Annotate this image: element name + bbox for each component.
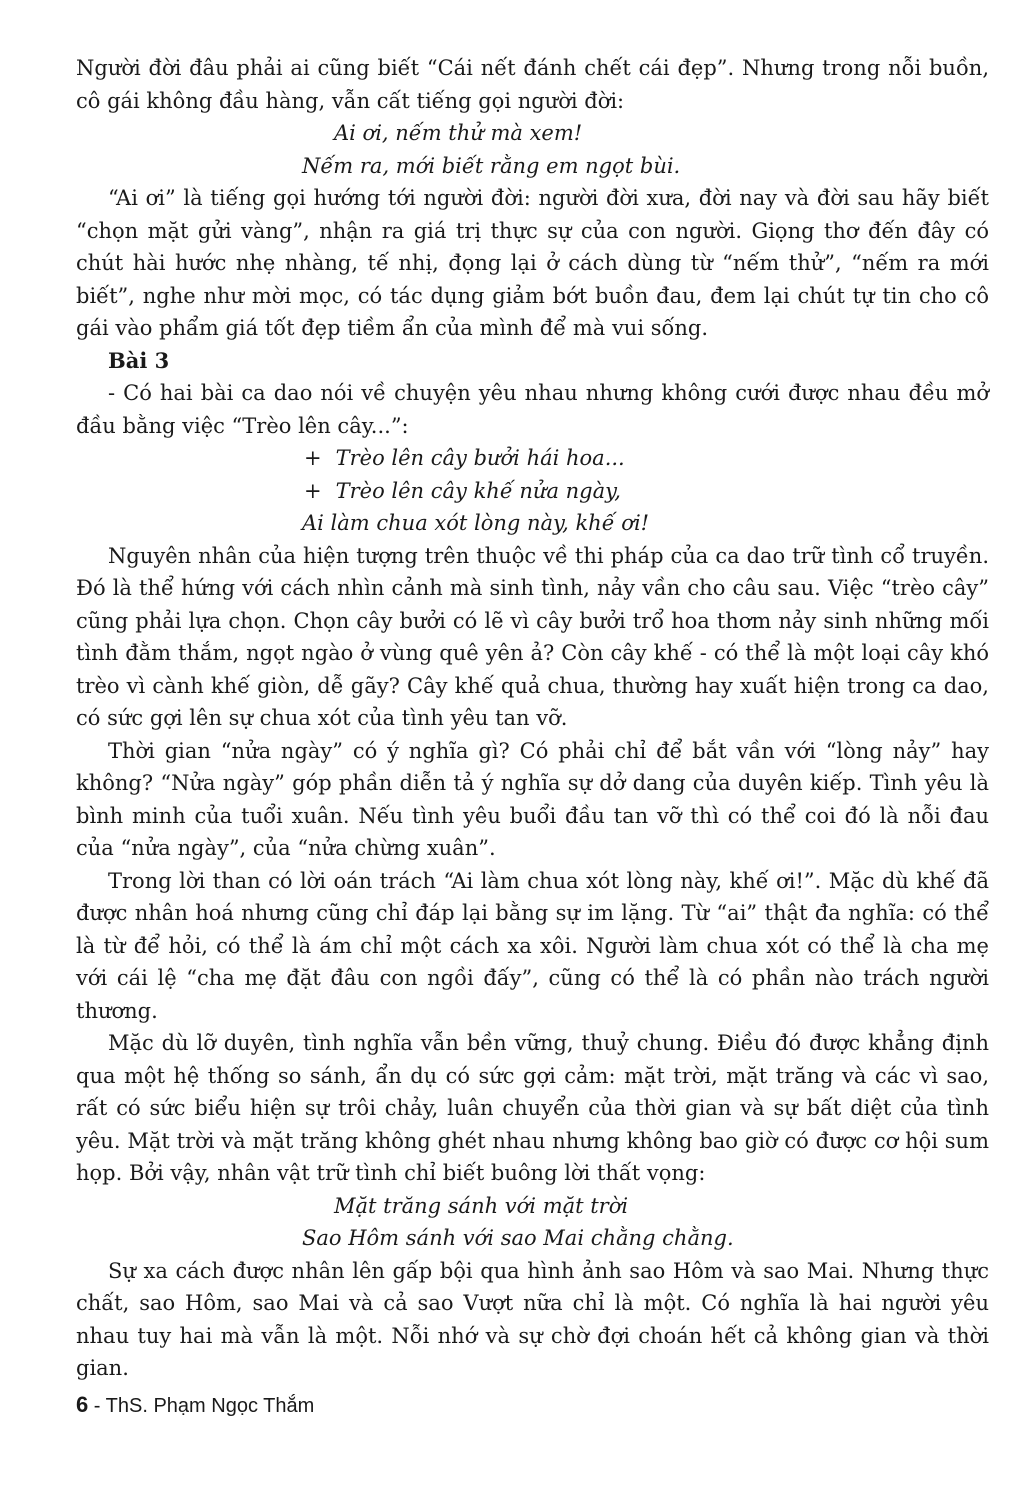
page-number: 6	[76, 1392, 89, 1417]
section-heading: Bài 3	[108, 347, 170, 373]
paragraph-7: Mặc dù lỡ duyên, tình nghĩa vẫn bền vững, thuỷ chung. Điều đó được khẳng định qua một hệ thống so sánh, ẩn dụ có sức gợi cảm: mặt trời, mặt trăng và các vì sao, rất có sức biểu hiện sự trôi chảy, luân chuyển của thời gian và sự bất diệt của tình yêu. Mặt trời và mặt trăng không ghét nhau nhưng không bao giờ có được cơ hội sum họp. Bởi vậy, nhân vật trữ tình chỉ biết buông lời thất vọng:	[76, 1031, 989, 1185]
footer-separator: -	[88, 1395, 106, 1417]
paragraph-1: Người đời đâu phải ai cũng biết “Cái nết đánh chết cái đẹp”. Nhưng trong nỗi buồn, cô gái không đầu hàng, vẫn cất tiếng gọi người đời:	[76, 56, 989, 113]
page-body	[76, 52, 989, 1385]
footer-author: ThS. Phạm Ngọc Thắm	[105, 1395, 315, 1417]
paragraph-6: Trong lời than có lời oán trách “Ai làm chua xót lòng này, khế ơi!”. Mặc dù khế đã được nhân hoá nhưng cũng chỉ đáp lại bằng sự im lặng. Từ “ai” thật đa nghĩa: có thể là từ để hỏi, có thể là ám chỉ một cách xa xôi. Người làm chua xót có thể là cha mẹ với cái lệ “cha mẹ đặt đâu con ngồi đấy”, cũng có thể là có phần nào trách người thương.	[76, 868, 989, 1023]
paragraph-8: Sự xa cách được nhân lên gấp bội qua hình ảnh sao Hôm và sao Mai. Nhưng thực chất, sao Hôm, sao Mai và cả sao Vượt nữa chỉ là một. Có nghĩa là hai người yêu nhau tuy hai mà vẫn là một. Nỗi nhớ và sự chờ đợi choán hết cả không gian và thời gian.	[76, 1258, 989, 1380]
verse-line	[76, 475, 989, 508]
verse-line: Nếm ra, mới biết rằng em ngọt bùi.	[302, 153, 681, 178]
paragraph-3: - Có hai bài ca dao nói về chuyện yêu nhau nhưng không cưới được nhau đều mở đầu bằng việc “Trèo lên cây...”:	[76, 381, 989, 438]
verse-line: Sao Hôm sánh với sao Mai chằng chằng.	[302, 1226, 734, 1250]
verse-line	[76, 442, 989, 475]
paragraph-2: “Ai ơi” là tiếng gọi hướng tới người đời: người đời xưa, đời nay và đời sau hãy biết “chọn mặt gửi vàng”, nhận ra giá trị thực sự của con người. Giọng thơ đến đây có chút hài hước nhẹ nhàng, tế nhị, đọng lại ở cách dùng từ “nếm thử”, “nếm ra mới biết”, nghe như mời mọc, có tác dụng giảm bớt buồn đau, đem lại chút tự tin cho cô gái vào phẩm giá tốt đẹp tiềm ẩn của mình để mà vui sống.	[76, 186, 989, 340]
page-footer	[76, 1392, 314, 1418]
verse-line: Ai ơi, nếm thử mà xem!	[334, 121, 583, 145]
bullet-marker: +	[304, 446, 322, 470]
paragraph-5: Thời gian “nửa ngày” có ý nghĩa gì? Có phải chỉ để bắt vần với “lòng nảy” hay không? “Nửa ngày” góp phần diễn tả ý nghĩa sự dở dang của duyên kiếp. Tình yêu là bình minh của tuổi xuân. Nếu tình yêu buổi đầu tan vỡ thì có thể coi đó là nỗi đau của “nửa ngày”, của “nửa chừng xuân”.	[76, 738, 989, 860]
verse-line: Ai làm chua xót lòng này, khế ơi!	[302, 511, 650, 535]
verse-line: Mặt trăng sánh với mặt trời	[334, 1193, 629, 1218]
paragraph-4: Nguyên nhân của hiện tượng trên thuộc về thi pháp của ca dao trữ tình cổ truyền. Đó là thể hứng với cách nhìn cảnh mà sinh tình, nảy vần cho câu sau. Việc “trèo cây” cũng phải lựa chọn. Chọn cây bưởi có lẽ vì cây bưởi trổ hoa thơm nảy sinh những mối tình đằm thắm, ngọt ngào ở vùng quê yên ả? Còn cây khế - có thể là một loại cây khó trèo vì cành khế giòn, dễ gãy? Cây khế quả chua, thường hay xuất hiện trong ca dao, có sức gợi lên sự chua xót của tình yêu tan vỡ.	[76, 543, 989, 730]
bullet-marker: +	[304, 478, 322, 503]
verse-text: Trèo lên cây khế nửa ngày,	[335, 478, 621, 503]
verse-text: Trèo lên cây bưởi hái hoa...	[335, 446, 625, 470]
